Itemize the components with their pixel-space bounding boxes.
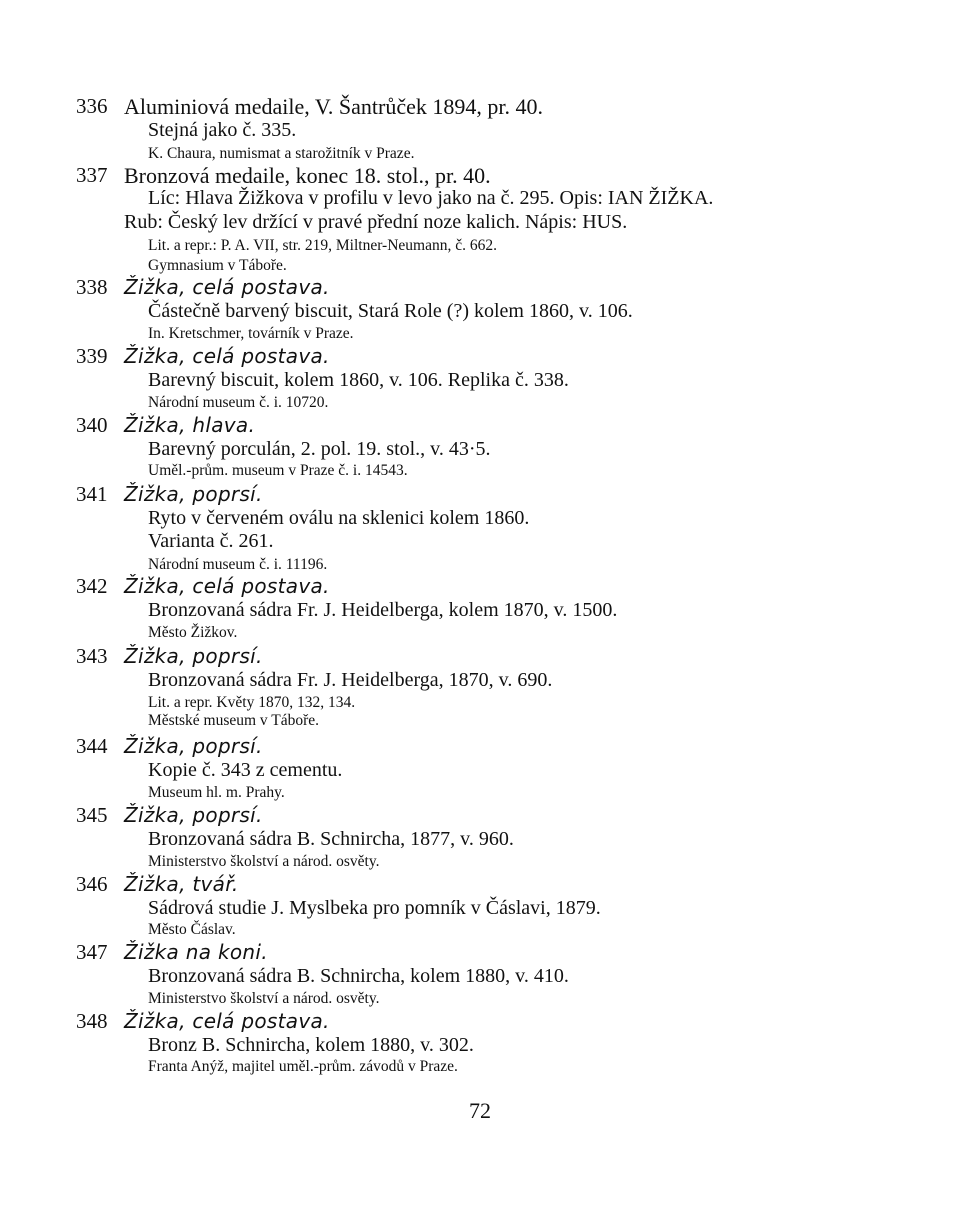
entry-title: Žižka, hlava. (124, 413, 256, 437)
entry-number: 346 (76, 872, 108, 896)
entry-title: Žižka na koni. (124, 940, 268, 964)
page-number: 72 (469, 1098, 491, 1123)
entry-title: Žižka, tvář. (124, 872, 239, 896)
entry-description: Stejná jako č. 335. (148, 119, 297, 141)
entry-number: 341 (76, 482, 108, 506)
entry-description: Ryto v červeném oválu na sklenici kolem 1860. (148, 507, 530, 529)
entry-description: Rub: Český lev držící v pravé přední noze kalich. Nápis: HUS. (124, 211, 628, 233)
entry-title: Žižka, celá postava. (124, 574, 330, 598)
entry-note: K. Chaura, numismat a starožitník v Praze. (148, 145, 415, 162)
entry-note: Lit. a repr.: P. A. VII, str. 219, Miltner-Neumann, č. 662. (148, 237, 497, 254)
entry-description: Varianta č. 261. (148, 530, 274, 552)
entry-description: Bronz B. Schnircha, kolem 1880, v. 302. (148, 1034, 474, 1056)
entry-number: 336 (76, 94, 108, 118)
entry-note: In. Kretschmer, továrník v Praze. (148, 325, 354, 342)
entry-number: 340 (76, 413, 108, 437)
entry-number: 344 (76, 734, 108, 758)
entry-number: 347 (76, 940, 108, 964)
entry-title: Bronzová medaile, konec 18. stol., pr. 40. (124, 163, 491, 188)
entry-description: Bronzovaná sádra Fr. J. Heidelberga, 1870, v. 690. (148, 669, 553, 691)
entry-description: Kopie č. 343 z cementu. (148, 759, 343, 781)
entry-note: Národní museum č. i. 11196. (148, 556, 328, 573)
entry-description: Částečně barvený biscuit, Stará Role (?) kolem 1860, v. 106. (148, 300, 633, 322)
entry-note: Lit. a repr. Květy 1870, 132, 134. (148, 694, 356, 711)
entry-number: 338 (76, 275, 108, 299)
entry-title: Žižka, poprsí. (124, 803, 263, 827)
entry-title: Žižka, celá postava. (124, 275, 330, 299)
entry-title: Žižka, poprsí. (124, 644, 263, 668)
entry-note: Městské museum v Táboře. (148, 712, 320, 729)
entry-note: Uměl.-prům. museum v Praze č. i. 14543. (148, 462, 408, 479)
entry-description: Barevný biscuit, kolem 1860, v. 106. Replika č. 338. (148, 369, 569, 391)
entry-note: Město Čáslav. (148, 921, 236, 938)
entry-number: 345 (76, 803, 108, 827)
entry-note: Ministerstvo školství a národ. osvěty. (148, 853, 380, 870)
entry-title: Žižka, celá postava. (124, 344, 330, 368)
entry-note: Franta Anýž, majitel uměl.-prům. závodů v Praze. (148, 1058, 458, 1075)
entry-note: Gymnasium v Táboře. (148, 257, 287, 274)
entry-number: 337 (76, 163, 108, 187)
entry-description: Bronzovaná sádra Fr. J. Heidelberga, kolem 1870, v. 1500. (148, 599, 618, 621)
entry-title: Žižka, poprsí. (124, 482, 263, 506)
entry-number: 339 (76, 344, 108, 368)
entry-number: 343 (76, 644, 108, 668)
entry-number: 342 (76, 574, 108, 598)
entry-note: Národní museum č. i. 10720. (148, 394, 329, 411)
entry-description: Líc: Hlava Žižkova v profilu v levo jako na č. 295. Opis: IAN ŽIŽKA. (148, 187, 714, 209)
entry-title: Žižka, celá postava. (124, 1009, 330, 1033)
entry-description: Bronzovaná sádra B. Schnircha, kolem 1880, v. 410. (148, 965, 569, 987)
entry-title: Žižka, poprsí. (124, 734, 263, 758)
entry-description: Barevný porculán, 2. pol. 19. stol., v. 43·5. (148, 438, 491, 460)
entry-title: Aluminiová medaile, V. Šantrůček 1894, pr. 40. (124, 94, 543, 119)
entry-number: 348 (76, 1009, 108, 1033)
entry-note: Museum hl. m. Prahy. (148, 784, 285, 801)
entry-description: Sádrová studie J. Myslbeka pro pomník v Čáslavi, 1879. (148, 897, 601, 919)
entry-description: Bronzovaná sádra B. Schnircha, 1877, v. 960. (148, 828, 514, 850)
entry-note: Ministerstvo školství a národ. osvěty. (148, 990, 380, 1007)
entry-note: Město Žižkov. (148, 624, 238, 641)
